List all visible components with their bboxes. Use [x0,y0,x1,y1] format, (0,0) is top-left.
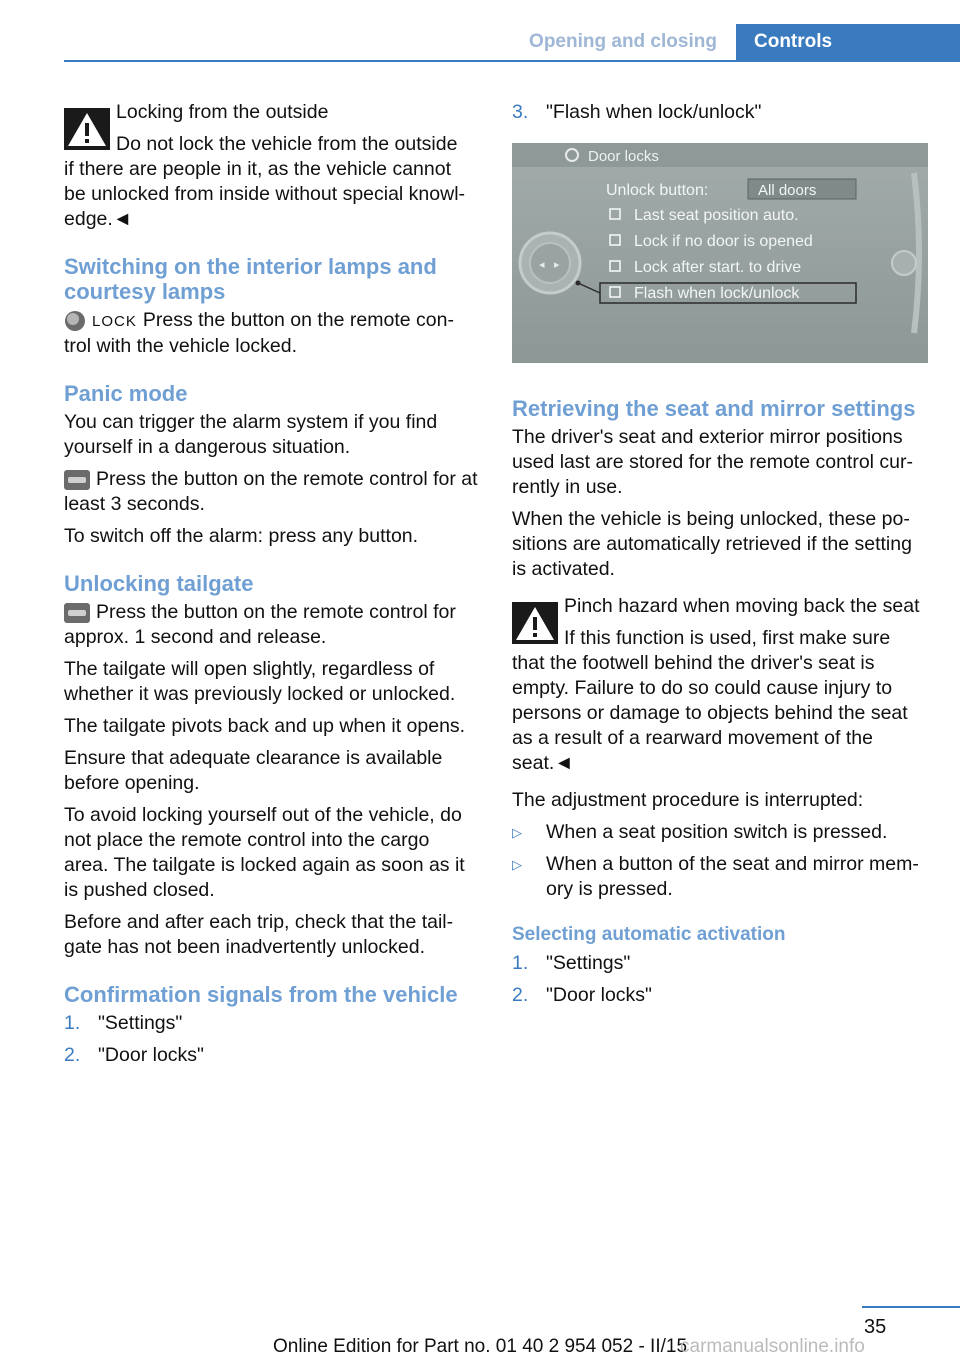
step-text: "Settings" [98,1012,183,1034]
step-text: "Door locks" [546,984,652,1006]
tailgate-p1: Press the button on the remote control for approx. 1 second and release. [64,601,456,648]
list-item [512,983,926,1008]
tailgate-p3: The tailgate pivots back and up when it opens. [64,715,466,737]
lock-icon-label: LOCK [92,313,137,330]
left-arrow-icon: ◂ [539,258,545,271]
list-item [512,951,926,976]
option-label: Last seat position auto. [634,207,799,224]
heading-unlocking-tailgate: Unlocking tailgate [64,571,254,596]
step-number: 2. [512,984,529,1006]
list-item [512,820,926,845]
tailgate-p4: Ensure that adequate clearance is available before opening. [64,747,443,794]
step-text: "Door locks" [98,1044,204,1066]
right-column [512,100,926,1015]
heading-automatic-activation: Selecting automatic activation [512,924,786,945]
header-rule [64,60,960,62]
edition-line: Online Edition for Part no. 01 40 2 954 052 - II/15 [272,1336,688,1357]
step-number: 1. [64,1012,81,1034]
warning-triangle-icon [64,108,110,150]
heading-panic-mode: Panic mode [64,381,188,406]
list-item [64,1043,478,1068]
heading-interior-lamps: Switching on the interior lamps and courtesy lamps [64,254,437,304]
car-horn-icon [64,470,90,490]
heading-confirmation-signals: Confirmation signals from the vehicle [64,982,458,1007]
unlock-label: Unlock button: [606,182,709,199]
warning-line1: If this function is used, first make sure [564,627,891,649]
step-number: 3. [512,101,529,123]
header-section: Opening and closing [529,31,717,52]
bullet-arrow-icon: ▷ [512,825,522,840]
tailgate-p5: To avoid locking yourself out of the vehicle, do not place the remote control into the cargo area. The tailgate is locked again as soon as it is pushed closed. [64,804,465,901]
warning-body: that the footwell behind the driver's seat is empty. Failure to do so could cause injury to persons or damage to objects behind the seat as a result of a rearward movement of the seat.◄ [512,652,908,774]
menu-button-icon[interactable] [892,251,916,275]
list-item [512,852,926,902]
bullet-text: When a seat position switch is pressed. [546,821,888,843]
warning-line1: Do not lock the vehicle from the outside [116,133,458,155]
list-item [512,100,926,125]
warning-pinch-hazard [512,594,926,776]
warning-title: Pinch hazard when moving back the seat [564,595,920,617]
list-item [64,1011,478,1036]
interrupt-intro: The adjustment procedure is interrupted: [512,789,864,811]
option-label: Lock if no door is opened [634,233,813,250]
unlock-value: All doors [758,182,817,199]
step-text: "Flash when lock/unlock" [546,101,762,123]
bullet-text: When a button of the seat and mirror mem-ory is pressed. [546,853,919,900]
remote-button-icon [64,310,86,332]
warning-locking [64,100,478,232]
tailgate-p1-block [64,600,478,650]
retrieve-p1: The driver's seat and exterior mirror positions used last are stored for the remote control cur-rently in use. [512,426,914,498]
step-number: 1. [512,952,529,974]
warning-title: Locking from the outside [116,101,329,123]
interior-text: Press the button on the remote con-trol with the vehicle locked. [64,309,454,357]
panic-p3: To switch off the alarm: press any button. [64,525,419,547]
option-label: Flash when lock/unlock [634,285,800,302]
footer-rule [862,1306,960,1308]
interior-text-block [64,308,478,359]
auto-steps [512,951,926,1008]
screen-title: Door locks [588,148,659,165]
warning-body: if there are people in it, as the vehicle cannot be unlocked from inside without special knowl-edge.◄ [64,158,466,230]
step3-list [512,100,926,125]
panic-p1: You can trigger the alarm system if you find yourself in a dangerous situation. [64,411,438,458]
retrieve-p2: When the vehicle is being unlocked, these po-sitions are automatically retrieved if the setting is activated. [512,508,912,580]
option-label: Lock after start. to drive [634,259,802,276]
tailgate-p6: Before and after each trip, check that the tail-gate has not been inadvertently unlocked. [64,911,454,958]
idrive-screen-figure [512,143,928,363]
right-arrow-icon: ▸ [554,258,560,271]
page-number: 35 [864,1316,887,1338]
left-column [64,100,478,1075]
tailgate-p2: The tailgate will open slightly, regardless of whether it was previously locked or unlocked. [64,658,456,705]
header-chapter-tab: Controls [736,24,960,60]
panic-p2-block [64,467,478,517]
interrupt-bullets [512,820,926,902]
step-text: "Settings" [546,952,631,974]
heading-retrieving-settings: Retrieving the seat and mirror settings [512,396,916,421]
callout-dot [576,281,581,286]
bullet-arrow-icon: ▷ [512,857,522,872]
confirm-steps [64,1011,478,1068]
step-number: 2. [64,1044,81,1066]
watermark: carmanualsonline.info [680,1336,865,1357]
warning-triangle-icon [512,602,558,644]
tailgate-icon [64,603,90,623]
panic-p2: Press the button on the remote control for at least 3 seconds. [64,468,478,515]
